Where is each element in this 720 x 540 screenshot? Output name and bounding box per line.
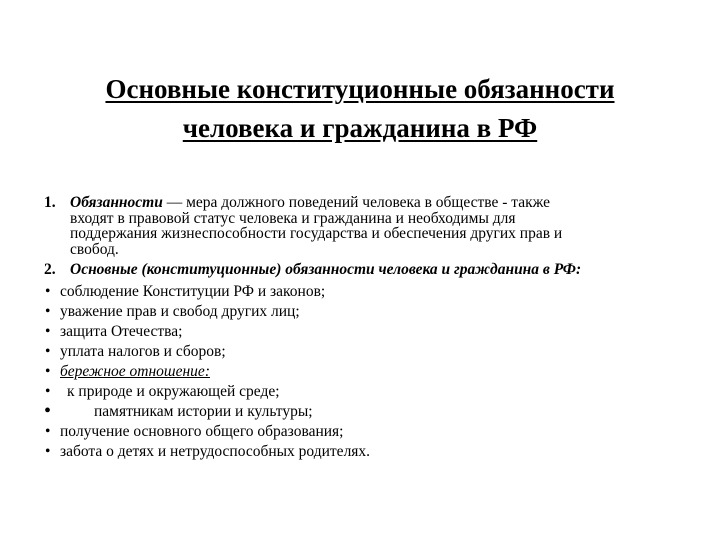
bullet-icon: • (45, 303, 51, 320)
item-number: 2. (44, 261, 56, 278)
page-title (0, 70, 720, 148)
list-item: • к природе и окружающей среде; (45, 383, 280, 400)
bullet-icon: • (45, 343, 51, 360)
list-item: • защита Отечества; (45, 323, 183, 340)
main-duties-heading: Основные (конституционные) обязанности человека и гражданина в РФ: (70, 261, 582, 278)
title-line-2: человека и гражданина в РФ (182, 113, 538, 143)
bullet-icon: • (45, 443, 51, 460)
content-body (44, 195, 694, 462)
bullet-icon: • (45, 383, 51, 400)
definition-line-3: поддержания жизнеспособности государства и обеспечения других прав и (70, 225, 563, 242)
definition-line-1: — мера должного поведений человека в обществе - также (162, 194, 551, 211)
careful-attitude-label: бережное отношение: (60, 363, 210, 380)
duties-list (44, 282, 694, 462)
definition-line-4: свобод. (70, 240, 119, 258)
list-item: • соблюдение Конституции РФ и законов; (45, 283, 326, 300)
definition-line-2: входят в правовой статус человека и гражданина и необходимы для (70, 209, 516, 227)
bullet-icon: • (45, 423, 51, 440)
list-item: • забота о детях и нетрудоспособных родителях. (45, 443, 371, 460)
list-item: • получение основного общего образования; (45, 423, 344, 440)
title-line-1: Основные конституционные обязанности (105, 74, 615, 104)
bullet-icon: • (45, 283, 51, 300)
list-item: • уважение прав и свобод других лиц; (45, 303, 300, 320)
item-duties-definition (44, 195, 694, 257)
item-number: 1. (44, 194, 56, 211)
list-item: • памятникам истории и культуры; (44, 400, 313, 422)
bullet-icon: • (44, 400, 52, 422)
list-item (44, 362, 694, 382)
bullet-icon: • (45, 363, 51, 380)
term-duties: Обязанности (70, 194, 163, 211)
list-item: • уплата налогов и сборов; (45, 343, 226, 360)
item-main-duties-heading (44, 260, 694, 280)
bullet-icon: • (45, 323, 51, 340)
